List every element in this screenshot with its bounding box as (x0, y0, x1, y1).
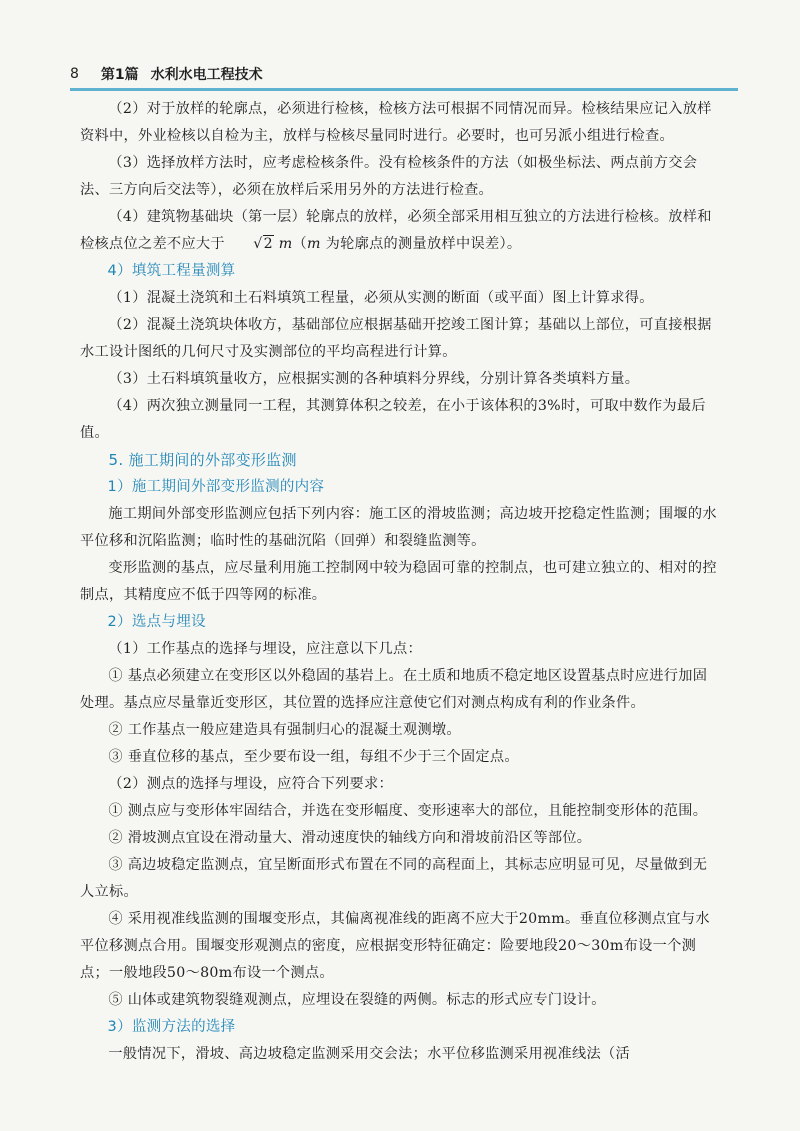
paragraph: ② 工作基点一般应建造具有强制归心的混凝土观测墩。 (108, 722, 461, 738)
paragraph: ② 滑坡测点宜设在滑动量大、滑动速度快的轴线方向和滑坡前沿区等部位。 (108, 830, 592, 846)
paragraph (80, 204, 720, 258)
paragraph-text: 为轮廓点的测量放样中误差）。 (325, 236, 522, 252)
symbol-m: m (278, 236, 293, 252)
subsection-heading: 1）施工期间外部变形监测的内容 (107, 479, 325, 495)
paragraph: （2）测点的选择与埋设，应符合下列要求： (108, 776, 393, 792)
paragraph: 施工期间外部变形监测应包括下列内容：施工区的滑坡监测；高边坡开挖稳定性监测；围堰的水平位移和沉陷监测；临时性的基础沉陷（回弹）和裂缝监测等。 (80, 506, 717, 549)
paragraph-text: （4）建筑物基础块（第一层）轮廓点的放样，必须全部采用相互独立的方法进行检核。放样和检核点位之差不应大于 (80, 209, 712, 252)
subsection-heading: 2）选点与埋设 (107, 614, 206, 630)
radical-sign: √ (253, 236, 263, 252)
paragraph: （1）工作基点的选择与埋设，应注意以下几点： (108, 641, 422, 657)
paragraph: （1）混凝土浇筑和土石料填筑工程量，必须从实测的断面（或平面）图上计算求得。 (108, 290, 654, 306)
radicand: 2 (263, 236, 273, 252)
paren-open: （ (292, 236, 308, 252)
running-header (70, 60, 730, 88)
symbol-m: m (307, 236, 321, 252)
page-body (80, 96, 720, 1068)
paragraph: （2）混凝土浇筑块体收方，基础部位应根据基础开挖竣工图计算；基础以上部位，可直接根据水工设计图纸的几何尺寸及实测部位的平均高程进行计算。 (80, 317, 712, 360)
paragraph: ① 基点必须建立在变形区以外稳固的基岩上。在土质和地质不稳定地区设置基点时应进行加固处理。基点应尽量靠近变形区，其位置的选择应注意使它们对测点构成有利的作业条件。 (80, 668, 708, 711)
paragraph: （2）对于放样的轮廓点，必须进行检核，检核方法可根据不同情况而异。检核结果应记入放样资料中，外业检核以自检为主，放样与检核尽量同时进行。必要时，也可另派小组进行检查。 (80, 101, 712, 144)
paragraph: ③ 垂直位移的基点，至少要布设一组，每组不少于三个固定点。 (108, 749, 519, 765)
paragraph: 一般情况下，滑坡、高边坡稳定监测采用交会法；水平位移监测采用视准线法（活 (108, 1046, 630, 1062)
header-rule (70, 88, 738, 91)
book-title: 水利水电工程技术 (150, 67, 263, 83)
paragraph: （3）选择放样方法时，应考虑检核条件。没有检核条件的方法（如极坐标法、两点前方交会法、三方向后交法等），必须在放样后采用另外的方法进行检查。 (80, 155, 698, 198)
paragraph: ③ 高边坡稳定监测点，宜呈断面形式布置在不同的高程面上，其标志应明显可见，尽量做到无人立标。 (80, 857, 708, 900)
page-number: 8 (70, 66, 79, 82)
subsection-heading: 3）监测方法的选择 (107, 1019, 236, 1035)
paragraph: ① 测点应与变形体牢固结合，并选在变形幅度、变形速率大的部位，且能控制变形体的范围。 (108, 803, 708, 819)
paragraph: （4）两次独立测量同一工程，其测算体积之较差，在小于该体积的3%时，可取中数作为最后值。 (80, 398, 706, 441)
paragraph: ⑤ 山体或建筑物裂缝观测点，应埋设在裂缝的两侧。标志的形式应专门设计。 (108, 992, 606, 1008)
sqrt-two (225, 231, 274, 258)
paragraph: （3）土石料填筑量收方，应根据实测的各种填料分界线，分别计算各类填料方量。 (108, 371, 640, 387)
paragraph: ④ 采用视准线监测的围堰变形点，其偏离视准线的距离不应大于20mm。垂直位移测点宜与水平位移测点合用。围堰变形观测点的密度，应根据变形特征确定：险要地段20～30m布设一个测点；一般地段50～80m布设一个测点。 (80, 911, 710, 981)
section-heading: 5. 施工期间的外部变形监测 (108, 451, 297, 469)
subsection-heading: 4）填筑工程量测算 (107, 263, 236, 279)
part-label: 第1篇 (100, 67, 139, 83)
paragraph: 变形监测的基点，应尽量利用施工控制网中较为稳固可靠的控制点，也可建立独立的、相对的控制点，其精度应不低于四等网的标准。 (80, 560, 717, 603)
